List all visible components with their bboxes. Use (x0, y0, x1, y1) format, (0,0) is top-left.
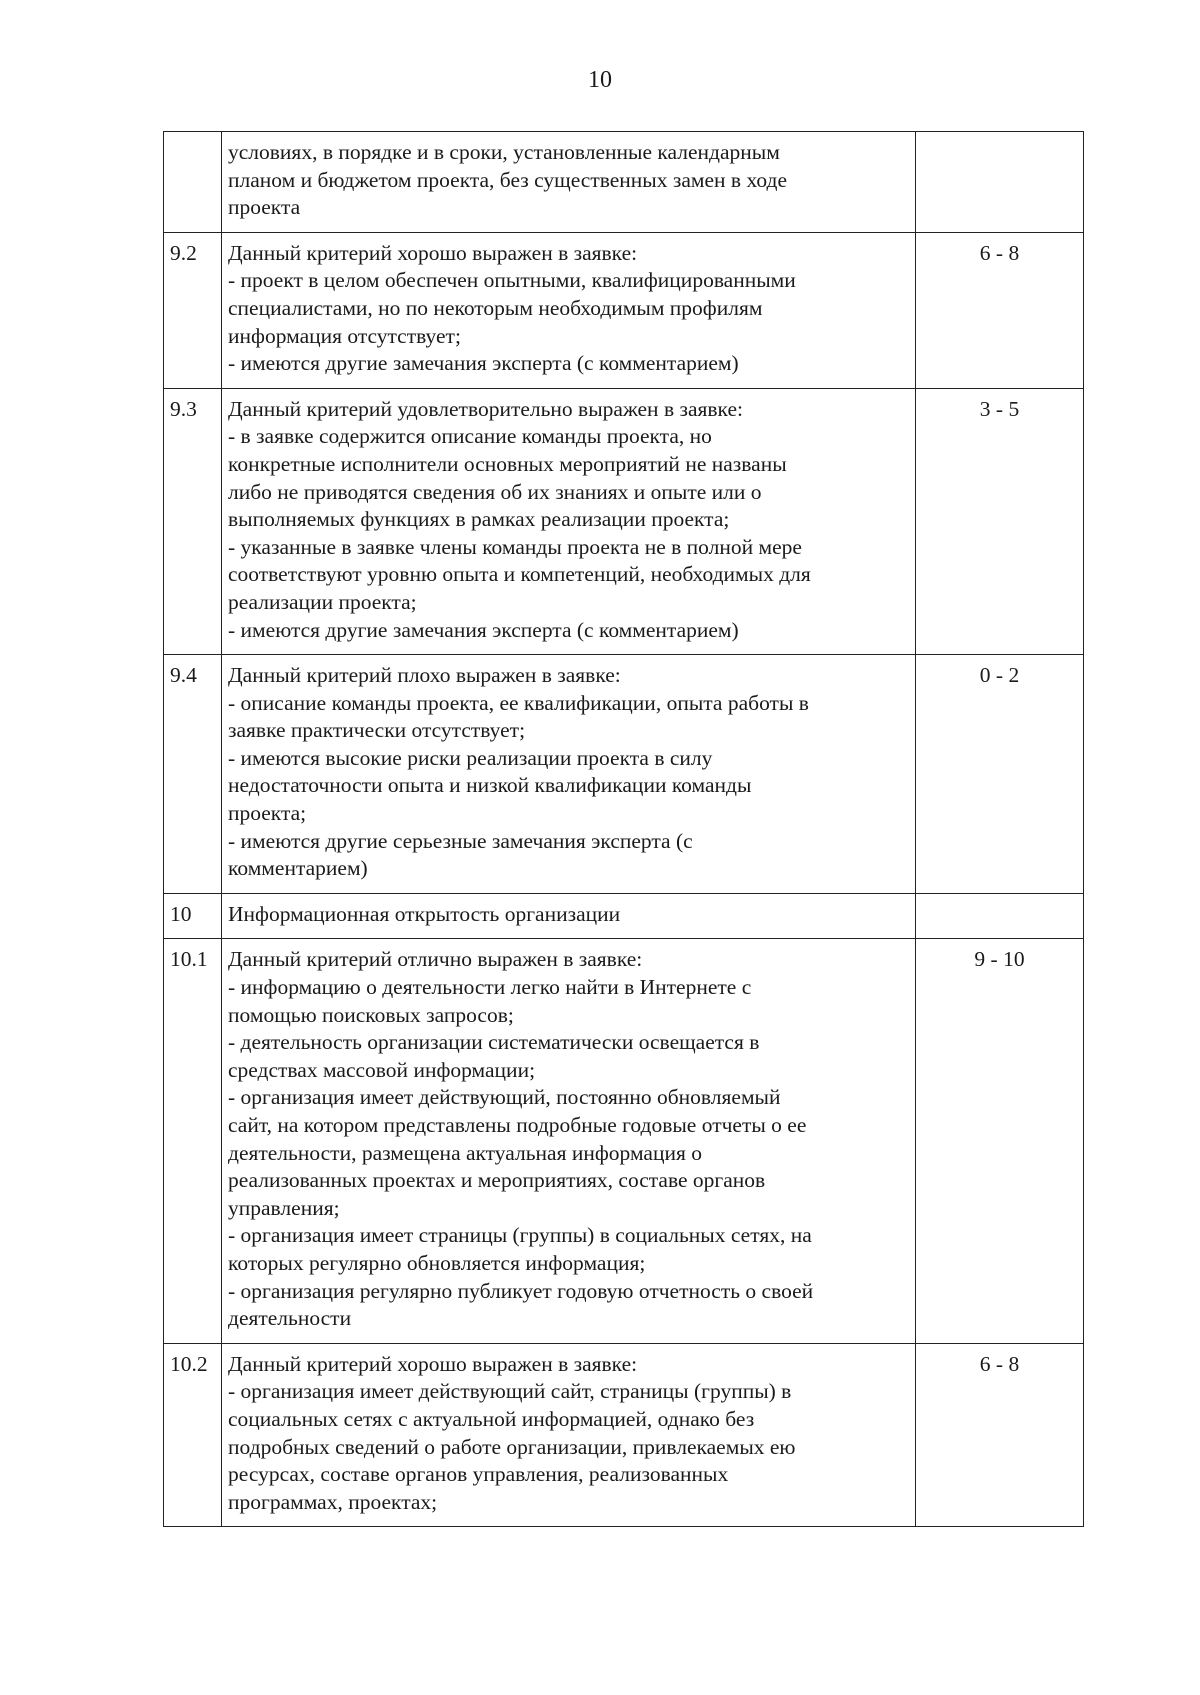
criterion-score: 3 - 5 (916, 388, 1084, 654)
description-line: проекта (228, 195, 301, 220)
description-line: - деятельность организации систематически освещается в (228, 1030, 760, 1055)
criterion-score: 9 - 10 (916, 939, 1084, 1343)
description-line: сайт, на котором представлены подробные годовые отчеты о ее (228, 1113, 807, 1137)
page-number: 10 (588, 67, 612, 93)
description-line: управления; (228, 1195, 340, 1220)
criterion-description (222, 232, 916, 388)
description-line: деятельности, размещена актуальная информация о (228, 1140, 702, 1165)
criteria-table (163, 131, 1084, 1527)
criterion-score: 6 - 8 (916, 232, 1084, 388)
description-line: планом и бюджетом проекта, без существенных замен в ходе (228, 167, 787, 192)
description-line: реализации проекта; (228, 589, 417, 614)
description-line: соответствуют уровню опыта и компетенций, необходимых для (228, 562, 811, 587)
table-row (164, 1343, 1084, 1527)
table-row (164, 388, 1084, 654)
description-line: Данный критерий отлично выражен в заявке: (228, 947, 643, 972)
description-line: специалистами, но по некоторым необходимым профилям (228, 295, 763, 320)
description-line: - имеются другие замечания эксперта (с комментарием) (228, 351, 739, 376)
description-line: - в заявке содержится описание команды проекта, но (228, 424, 712, 449)
description-line: программах, проектах; (228, 1489, 438, 1514)
description-line: - имеются другие серьезные замечания эксперта (с (228, 828, 693, 853)
criterion-description (222, 893, 916, 939)
description-line: - организация регулярно публикует годовую отчетность о своей (228, 1278, 814, 1303)
criterion-number (164, 132, 222, 233)
description-line: Данный критерий удовлетворительно выражен в заявке: (228, 396, 743, 421)
description-line: комментарием) (228, 856, 368, 881)
criterion-description (222, 939, 916, 1343)
description-line: - имеются высокие риски реализации проекта в силу (228, 745, 713, 770)
description-line: информация отсутствует; (228, 323, 461, 348)
description-line: недостаточности опыта и низкой квалификации команды (228, 773, 752, 798)
description-line: - описание команды проекта, ее квалификации, опыта работы в (228, 690, 809, 715)
criterion-number: 9.2 (164, 232, 222, 388)
description-line: ресурсах, составе органов управления, реализованных (228, 1462, 729, 1487)
description-line: - информацию о деятельности легко найти в Интернете с (228, 975, 752, 1000)
description-line: либо не приводятся сведения об их знаниях и опыте или о (228, 479, 762, 504)
description-line: - организация имеет действующий, постоянно обновляемый (228, 1085, 781, 1110)
criterion-number: 9.3 (164, 388, 222, 654)
criterion-description (222, 132, 916, 233)
description-line: Данный критерий хорошо выражен в заявке: (228, 240, 638, 265)
description-line: помощью поисковых запросов; (228, 1002, 514, 1027)
description-line: Данный критерий плохо выражен в заявке: (228, 663, 621, 688)
criterion-description (222, 655, 916, 894)
table-row (164, 132, 1084, 233)
criterion-description (222, 1343, 916, 1527)
table-row (164, 232, 1084, 388)
criteria-table-body (164, 132, 1084, 1527)
description-line: социальных сетях с актуальной информацией, однако без (228, 1406, 755, 1431)
criterion-score (916, 893, 1084, 939)
description-line: - проект в целом обеспечен опытными, квалифицированными (228, 268, 796, 293)
description-line: деятельности (228, 1306, 352, 1331)
criterion-number: 9.4 (164, 655, 222, 894)
description-line: - организация имеет действующий сайт, страницы (группы) в (228, 1379, 792, 1404)
criterion-number: 10 (164, 893, 222, 939)
criterion-number: 10.2 (164, 1343, 222, 1527)
criterion-score (916, 132, 1084, 233)
criterion-number: 10.1 (164, 939, 222, 1343)
description-line: Информационная открытость организации (228, 901, 621, 926)
description-line: Данный критерий хорошо выражен в заявке: (228, 1351, 638, 1376)
description-line: - указанные в заявке члены команды проекта не в полной мере (228, 534, 802, 559)
description-line: которых регулярно обновляется информация; (228, 1250, 646, 1275)
description-line: условиях, в порядке и в сроки, установленные календарным (228, 140, 780, 164)
description-line: заявке практически отсутствует; (228, 718, 526, 743)
criterion-description (222, 388, 916, 654)
description-line: средствах массовой информации; (228, 1057, 536, 1082)
criterion-score: 6 - 8 (916, 1343, 1084, 1527)
description-line: подробных сведений о работе организации, привлекаемых ею (228, 1434, 796, 1459)
table-row (164, 939, 1084, 1343)
description-line: - организация имеет страницы (группы) в социальных сетях, на (228, 1223, 812, 1248)
description-line: выполняемых функциях в рамках реализации проекта; (228, 507, 730, 532)
table-row (164, 893, 1084, 939)
description-line: - имеются другие замечания эксперта (с комментарием) (228, 617, 739, 642)
description-line: проекта; (228, 801, 307, 826)
description-line: конкретные исполнители основных мероприятий не названы (228, 451, 787, 476)
criterion-score: 0 - 2 (916, 655, 1084, 894)
table-row (164, 655, 1084, 894)
description-line: реализованных проектах и мероприятиях, составе органов (228, 1168, 766, 1193)
